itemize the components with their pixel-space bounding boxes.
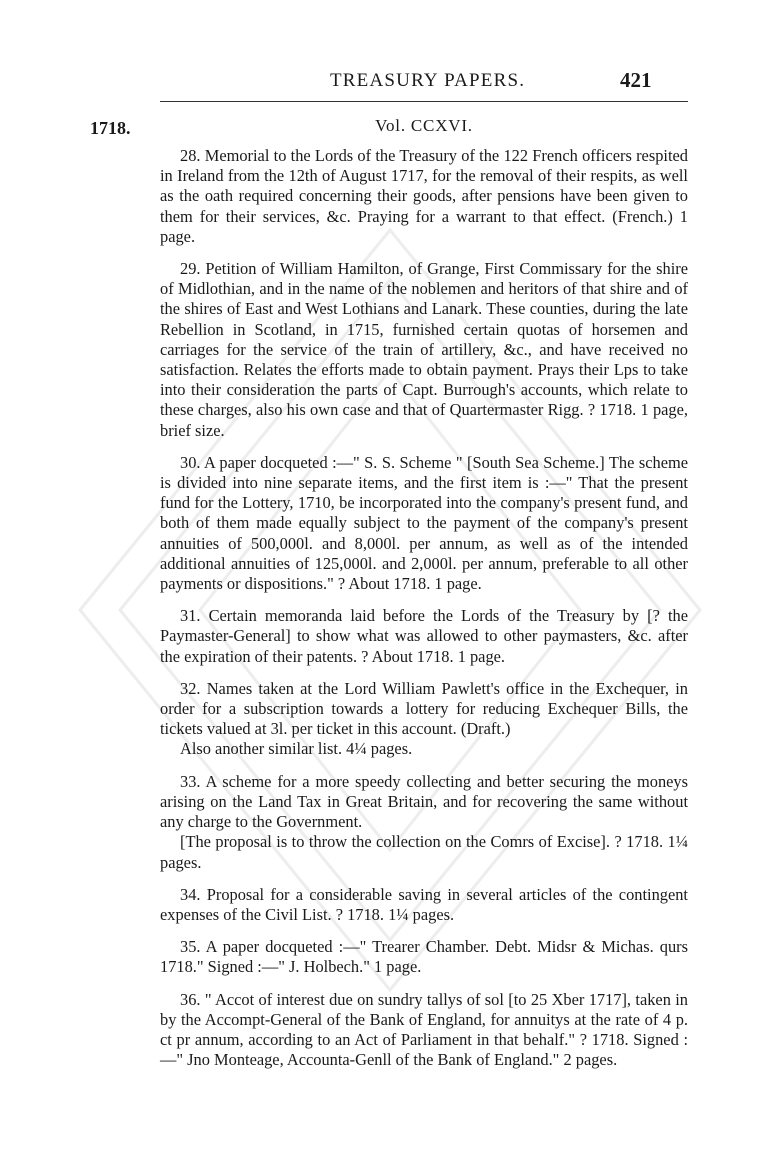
entry-29: 29. Petition of William Hamilton, of Grange, First Commissary for the shire of Midlothian, and in the name of the noblemen and heritors of that shire and of the shires of East and West Lothians and Lanark. These counties, during the late Rebellion in Scotland, in 1715, furnished certain quotas of horsemen and carriages for the service of the train of artillery, &c., and have received no satisfaction. Relates the efforts made to obtain payment. Prays their Lps to take into their consideration the parts of Capt. Burrough's accounts, which relate to these charges, also his own case and that of Quartermaster Rigg. ? 1718. 1 page, brief size. bbox=[160, 259, 688, 440]
header-rule bbox=[160, 101, 688, 102]
entry-34: 34. Proposal for a considerable saving in several articles of the contingent expenses of the Civil List. ? 1718. 1¼ pages. bbox=[160, 884, 688, 924]
entries-list bbox=[160, 146, 688, 1082]
entry-36: 36. " Accot of interest due on sundry tallys of sol [to 25 Xber 1717], taken in by the Accompt-General of the Bank of England, for annuitys at the rate of 4 p. ct pr annum, according to an Act of Parliament in that behalf." ? 1718. Signed :—" Jno Monteage, Accounta-Genll of the Bank of England." 2 pages. bbox=[160, 989, 688, 1070]
margin-year: 1718. bbox=[90, 118, 131, 138]
volume-heading: Vol. CCXVI. bbox=[375, 116, 473, 135]
entry-32: 32. Names taken at the Lord William Pawlett's office in the Exchequer, in order for a subscription towards a lottery for reducing Exchequer Bills, the tickets valued at 3l. per ticket in this account. (Draft.) Also another similar list. 4¼ pages. bbox=[160, 678, 688, 759]
running-head bbox=[0, 70, 768, 100]
entry-35: 35. A paper docqueted :—" Trearer Chamber. Debt. Midsr & Michas. qurs 1718." Signed :—" J. Holbech." 1 page. bbox=[160, 937, 688, 977]
entry-32-note: Also another similar list. 4¼ pages. bbox=[180, 739, 413, 759]
entry-33: 33. A scheme for a more speedy collecting and better securing the moneys arising on the Land Tax in Great Britain, and for recovering the same without any charge to the Government. [The proposal is to throw the collection on the Comrs of Excise]. ? 1718. 1¼ pages. bbox=[160, 771, 688, 872]
running-title: TREASURY PAPERS. bbox=[330, 70, 526, 91]
entry-33-note: [The proposal is to throw the collection on the Comrs of Excise]. ? 1718. 1¼ pages. bbox=[160, 832, 688, 872]
page-number: 421 bbox=[620, 68, 652, 92]
entry-30: 30. A paper docqueted :—" S. S. Scheme " [South Sea Scheme.] The scheme is divided into nine separate items, and the first item is :—" That the present fund for the Lottery, 1710, be incorporated into the company's present fund, and both of them made equally subject to the payment of the company's present annuities of 500,000l. and 8,000l. per annum, as well as of the intended additional annuities of 125,000l. and 2,000l. per annum, preferable to all other payments or dispositions." ? About 1718. 1 page. bbox=[160, 452, 688, 594]
entry-31: 31. Certain memoranda laid before the Lords of the Treasury by [? the Paymaster-General] to show what was allowed to other paymasters, &c. after the expiration of their patents. ? About 1718. 1 page. bbox=[160, 606, 688, 666]
entry-28: 28. Memorial to the Lords of the Treasury of the 122 French officers respited in Ireland from the 12th of August 1717, for the removal of their respits, as well as the oath required concerning their goods, after pensions have been given to them for their services, &c. Praying for a warrant to that effect. (French.) 1 page. bbox=[160, 146, 688, 246]
